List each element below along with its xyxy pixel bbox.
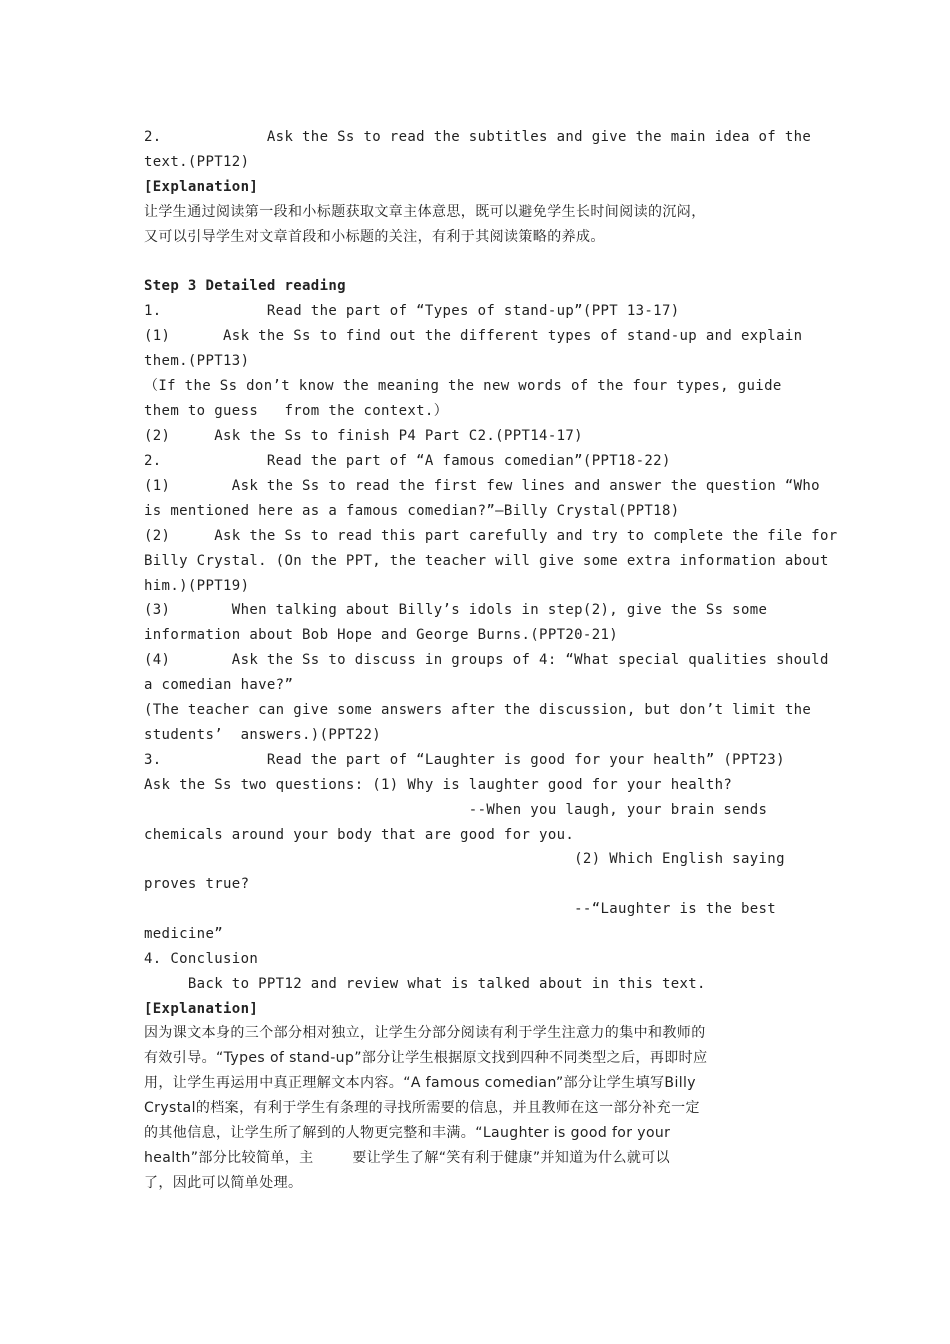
text-line: 了，因此可以简单处理。 (144, 1175, 303, 1191)
text-line: 3. Read the part of “Laughter is good for your health” (PPT23) (144, 752, 785, 768)
text-line: Back to PPT12 and review what is talked about in this text. (144, 976, 706, 992)
text-line: chemicals around your body that are good for you. (144, 827, 575, 843)
text-line: 2. Read the part of “A famous comedian”(PPT18-22) (144, 453, 671, 469)
text-line: (1) Ask the Ss to find out the different types of stand-up and explain (144, 328, 803, 344)
text-line: them to guess from the context.） (144, 403, 449, 419)
text-line: --“Laughter is the best (144, 901, 777, 917)
text-line: information about Bob Hope and George Burns.(PPT20-21) (144, 627, 619, 643)
text-line: (3) When talking about Billy’s idols in step(2), give the Ss some (144, 602, 768, 618)
text-line: them.(PPT13) (144, 353, 250, 369)
text-line: 让学生通过阅读第一段和小标题获取文章主体意思，既可以避免学生长时间阅读的沉闷， (144, 204, 706, 220)
text-line: Crystal的档案，有利于学生有条理的寻找所需要的信息，并且教师在这一部分补充一定 (144, 1100, 700, 1116)
text-line: is mentioned here as a famous comedian?”—Billy Crystal(PPT18) (144, 503, 680, 519)
text-line: a comedian have?” (144, 677, 294, 693)
text-line: (2) Ask the Ss to finish P4 Part C2.(PPT14-17) (144, 428, 583, 444)
text-line: (2) Which English saying (144, 851, 785, 867)
text-line: (2) Ask the Ss to read this part carefully and try to complete the file for (144, 528, 838, 544)
text-line: 的其他信息，让学生所了解到的人物更完整和丰满。“Laughter is good for your (144, 1125, 671, 1141)
text-line: him.)(PPT19) (144, 578, 250, 594)
text-line: medicine” (144, 926, 224, 942)
text-line: 因为课文本身的三个部分相对独立，让学生分部分阅读有利于学生注意力的集中和教师的 (144, 1025, 706, 1041)
text-line: --When you laugh, your brain sends (144, 802, 768, 818)
text-line: health”部分比较简单，主 要让学生了解“笑有利于健康”并知道为什么就可以 (144, 1150, 671, 1166)
text-line: (1) Ask the Ss to read the first few lines and answer the question “Who (144, 478, 820, 494)
section-heading: [Explanation] (144, 1001, 259, 1017)
text-line: (4) Ask the Ss to discuss in groups of 4: “What special qualities should (144, 652, 829, 668)
text-line: 用，让学生再运用中真正理解文本内容。“A famous comedian”部分让学生填写Billy (144, 1075, 696, 1091)
text-line: (The teacher can give some answers after the discussion, but don’t limit the (144, 702, 812, 718)
text-line: Billy Crystal. (On the PPT, the teacher will give some extra information about (144, 553, 829, 569)
text-line: （If the Ss don’t know the meaning the new words of the four types, guide (144, 378, 782, 394)
section-heading: [Explanation] (144, 179, 259, 195)
section-heading: Step 3 Detailed reading (144, 278, 346, 294)
text-line: 2. Ask the Ss to read the subtitles and give the main idea of the (144, 129, 812, 145)
text-line: 有效引导。“Types of stand-up”部分让学生根据原文找到四种不同类型之后，再即时应 (144, 1050, 708, 1066)
text-line: text.(PPT12) (144, 154, 250, 170)
text-line: 1. Read the part of “Types of stand-up”(PPT 13-17) (144, 303, 680, 319)
text-line: students’ answers.)(PPT22) (144, 727, 382, 743)
text-line: 4. Conclusion (144, 951, 259, 967)
text-line: 又可以引导学生对文章首段和小标题的关注，有利于其阅读策略的养成。 (144, 229, 605, 245)
text-line: proves true? (144, 876, 250, 892)
text-line: Ask the Ss two questions: (1) Why is laughter good for your health? (144, 777, 733, 793)
